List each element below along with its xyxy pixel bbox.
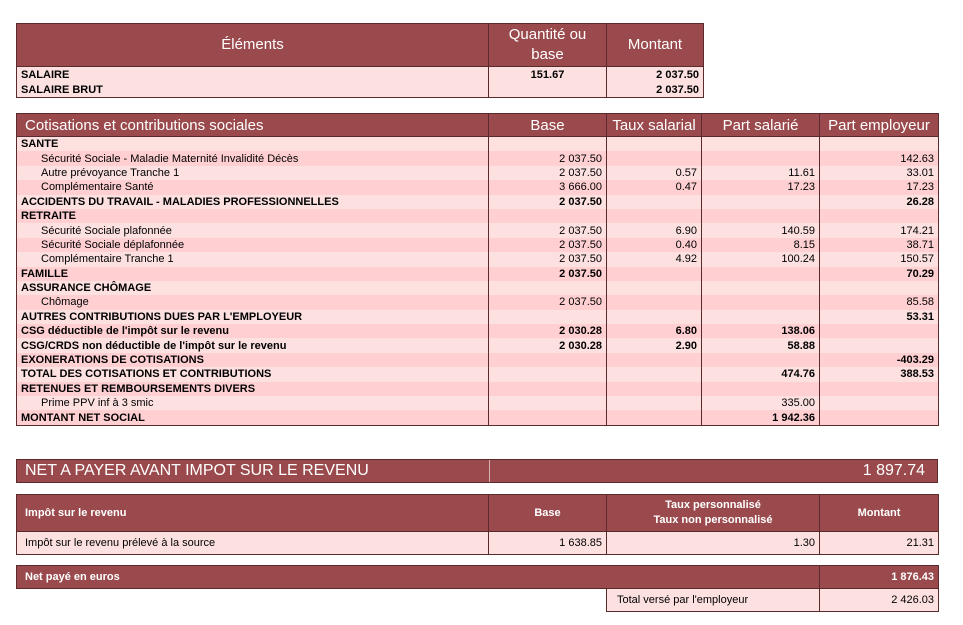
total-employeur-row	[17, 589, 939, 612]
row-label: RETENUES ET REMBOURSEMENTS DIVERS	[17, 382, 489, 396]
row-label: Sécurité Sociale - Maladie Maternité Invalidité Décès	[17, 151, 489, 165]
row-part-salarie: 100.24	[702, 252, 820, 266]
spacer	[17, 589, 607, 612]
table-row	[17, 137, 939, 152]
row-label: AUTRES CONTRIBUTIONS DUES PAR L'EMPLOYEUR	[17, 310, 489, 324]
table-row	[17, 252, 939, 266]
row-taux	[607, 295, 702, 309]
net-paye-value: 1 876.43	[820, 566, 939, 589]
table-row	[17, 295, 939, 309]
row-part-employeur: 33.01	[820, 166, 939, 180]
row-part-salarie	[702, 151, 820, 165]
row-taux	[607, 267, 702, 281]
header-base: Base	[489, 114, 607, 137]
impot-row-base: 1 638.85	[489, 532, 607, 555]
row-part-employeur: -403.29	[820, 353, 939, 367]
table-row	[17, 382, 939, 396]
row-part-salarie	[702, 310, 820, 324]
table-row	[17, 151, 939, 165]
table-row	[17, 338, 939, 352]
net-paye-table	[16, 565, 939, 612]
row-base: 2 030.28	[489, 324, 607, 338]
row-base	[489, 410, 607, 425]
row-taux: 0.57	[607, 166, 702, 180]
row-base	[489, 353, 607, 367]
row-part-salarie	[702, 209, 820, 223]
row-part-salarie: 335.00	[702, 396, 820, 410]
row-part-employeur: 26.28	[820, 195, 939, 209]
row-base	[489, 209, 607, 223]
row-part-employeur	[820, 338, 939, 352]
row-part-salarie	[702, 195, 820, 209]
row-label: RETRAITE	[17, 209, 489, 223]
row-base: 2 037.50	[489, 267, 607, 281]
table-row	[17, 396, 939, 410]
row-label: Autre prévoyance Tranche 1	[17, 166, 489, 180]
row-taux: 4.92	[607, 252, 702, 266]
row-label: Prime PPV inf à 3 smic	[17, 396, 489, 410]
row-taux	[607, 137, 702, 152]
header-part-employeur: Part employeur	[820, 114, 939, 137]
header-elements: Éléments	[17, 24, 489, 67]
row-qty: 151.67	[489, 67, 607, 83]
header-part-salarie: Part salarié	[702, 114, 820, 137]
header-quantity: Quantité ou base	[489, 24, 607, 67]
total-employeur-label: Total versé par l'employeur	[607, 589, 820, 612]
row-part-salarie: 138.06	[702, 324, 820, 338]
row-taux	[607, 209, 702, 223]
row-base: 3 666.00	[489, 180, 607, 194]
row-label: Complémentaire Santé	[17, 180, 489, 194]
row-base	[489, 396, 607, 410]
row-part-salarie: 8.15	[702, 238, 820, 252]
table-row	[17, 180, 939, 194]
divider	[489, 460, 490, 482]
row-part-employeur: 53.31	[820, 310, 939, 324]
row-qty	[489, 82, 607, 98]
row-base: 2 037.50	[489, 195, 607, 209]
row-part-salarie	[702, 382, 820, 396]
header-taux-salarial: Taux salarial	[607, 114, 702, 137]
row-part-salarie	[702, 137, 820, 152]
table-row	[17, 353, 939, 367]
cotisations-table	[16, 113, 939, 426]
row-part-salarie	[702, 353, 820, 367]
taux-personnalise-label: Taux personnalisé	[665, 499, 761, 511]
row-label: SALAIRE	[17, 67, 489, 83]
row-taux: 0.47	[607, 180, 702, 194]
row-part-employeur: 38.71	[820, 238, 939, 252]
table-row	[17, 166, 939, 180]
row-part-employeur	[820, 396, 939, 410]
row-base: 2 037.50	[489, 238, 607, 252]
impot-row-taux: 1.30	[607, 532, 820, 555]
net-paye-row	[17, 566, 939, 589]
table-row	[17, 209, 939, 223]
row-label: CSG/CRDS non déductible de l'impôt sur le revenu	[17, 338, 489, 352]
row-taux: 2.90	[607, 338, 702, 352]
row-base: 2 037.50	[489, 151, 607, 165]
row-label: SALAIRE BRUT	[17, 82, 489, 98]
row-label: EXONERATIONS DE COTISATIONS	[17, 353, 489, 367]
row-amount: 2 037.50	[607, 82, 704, 98]
row-part-employeur: 70.29	[820, 267, 939, 281]
row-base	[489, 367, 607, 381]
row-taux	[607, 281, 702, 295]
row-taux: 0.40	[607, 238, 702, 252]
header-amount: Montant	[607, 24, 704, 67]
row-base: 2 037.50	[489, 166, 607, 180]
row-part-employeur	[820, 281, 939, 295]
row-amount: 2 037.50	[607, 67, 704, 83]
row-taux	[607, 353, 702, 367]
row-taux	[607, 367, 702, 381]
row-base: 2 037.50	[489, 223, 607, 237]
row-taux	[607, 151, 702, 165]
header-impot-montant: Montant	[820, 495, 939, 532]
header-impot-base: Base	[489, 495, 607, 532]
row-label: SANTE	[17, 137, 489, 152]
table-row	[17, 223, 939, 237]
row-taux	[607, 410, 702, 425]
row-label: Chômage	[17, 295, 489, 309]
row-label: ACCIDENTS DU TRAVAIL - MALADIES PROFESSIONNELLES	[17, 195, 489, 209]
header-impot-taux	[607, 495, 820, 532]
table-row	[17, 532, 939, 555]
table-row	[17, 195, 939, 209]
row-taux	[607, 310, 702, 324]
row-base: 2 037.50	[489, 252, 607, 266]
row-part-salarie: 11.61	[702, 166, 820, 180]
row-part-employeur	[820, 382, 939, 396]
table-row	[17, 267, 939, 281]
impot-row-label: Impôt sur le revenu prélevé à la source	[17, 532, 489, 555]
row-label: CSG déductible de l'impôt sur le revenu	[17, 324, 489, 338]
row-label: MONTANT NET SOCIAL	[17, 410, 489, 425]
row-part-salarie: 17.23	[702, 180, 820, 194]
row-part-salarie	[702, 295, 820, 309]
row-label: Sécurité Sociale déplafonnée	[17, 238, 489, 252]
row-part-employeur: 85.58	[820, 295, 939, 309]
row-part-employeur: 17.23	[820, 180, 939, 194]
row-part-employeur	[820, 324, 939, 338]
row-part-employeur: 174.21	[820, 223, 939, 237]
net-avant-impot-label: NET A PAYER AVANT IMPOT SUR LE REVENU	[25, 462, 369, 479]
impot-row-montant: 21.31	[820, 532, 939, 555]
row-base: 2 030.28	[489, 338, 607, 352]
row-taux: 6.80	[607, 324, 702, 338]
row-part-employeur	[820, 209, 939, 223]
net-avant-impot-bar	[16, 459, 938, 483]
row-taux	[607, 195, 702, 209]
table-row	[17, 238, 939, 252]
table-row	[17, 410, 939, 425]
row-part-salarie	[702, 281, 820, 295]
taux-non-personnalise-label: Taux non personnalisé	[653, 514, 773, 526]
row-part-salarie: 140.59	[702, 223, 820, 237]
row-base	[489, 310, 607, 324]
row-part-salarie: 58.88	[702, 338, 820, 352]
row-taux	[607, 396, 702, 410]
row-part-employeur: 388.53	[820, 367, 939, 381]
header-cotisations: Cotisations et contributions sociales	[17, 114, 489, 137]
row-label: ASSURANCE CHÔMAGE	[17, 281, 489, 295]
row-base	[489, 382, 607, 396]
row-base	[489, 137, 607, 152]
table-row	[17, 67, 704, 83]
impot-table	[16, 494, 939, 555]
row-part-salarie	[702, 267, 820, 281]
row-part-salarie: 1 942.36	[702, 410, 820, 425]
table-row	[17, 324, 939, 338]
row-part-salarie: 474.76	[702, 367, 820, 381]
elements-header-row	[17, 24, 704, 67]
row-part-employeur: 150.57	[820, 252, 939, 266]
impot-header-row	[17, 495, 939, 532]
row-part-employeur	[820, 137, 939, 152]
row-taux	[607, 382, 702, 396]
net-paye-label: Net payé en euros	[17, 566, 820, 589]
table-row	[17, 367, 939, 381]
table-row	[17, 281, 939, 295]
table-row	[17, 310, 939, 324]
table-row	[17, 82, 704, 98]
row-taux: 6.90	[607, 223, 702, 237]
row-label: TOTAL DES COTISATIONS ET CONTRIBUTIONS	[17, 367, 489, 381]
row-part-employeur	[820, 410, 939, 425]
row-base: 2 037.50	[489, 295, 607, 309]
header-impot: Impôt sur le revenu	[17, 495, 489, 532]
elements-table	[16, 23, 704, 98]
row-label: FAMILLE	[17, 267, 489, 281]
row-base	[489, 281, 607, 295]
row-part-employeur: 142.63	[820, 151, 939, 165]
row-label: Complémentaire Tranche 1	[17, 252, 489, 266]
net-avant-impot-value: 1 897.74	[862, 462, 925, 479]
total-employeur-value: 2 426.03	[820, 589, 939, 612]
row-label: Sécurité Sociale plafonnée	[17, 223, 489, 237]
cotisations-header-row	[17, 114, 939, 137]
